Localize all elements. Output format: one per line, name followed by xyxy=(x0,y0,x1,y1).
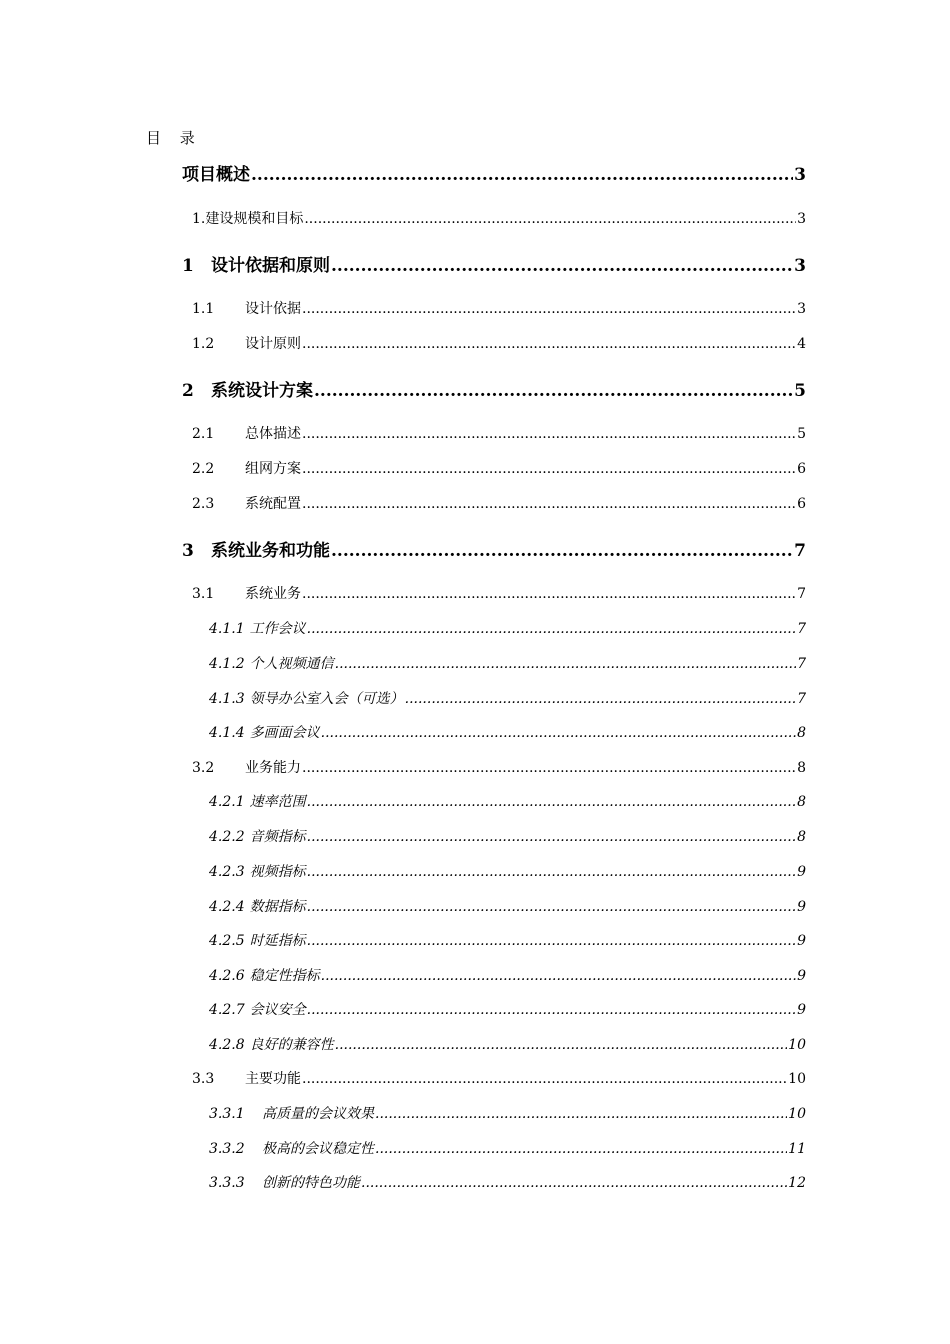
toc-entry-number: 3 xyxy=(182,541,194,561)
toc-entry-label: 高质量的会议效果 xyxy=(262,1106,374,1122)
toc-entry-page: 9 xyxy=(797,864,806,880)
toc-entry-page: 3 xyxy=(794,256,806,276)
toc-entry-label: 业务能力 xyxy=(245,760,301,776)
toc-entry-l3[interactable] xyxy=(209,861,806,881)
toc-entry-label: 系统业务和功能 xyxy=(211,541,330,561)
toc-entry-page: 7 xyxy=(797,621,806,637)
toc-entry-page: 7 xyxy=(797,691,806,707)
toc-entry-page: 7 xyxy=(794,541,806,561)
toc-entry-label: 稳定性指标 xyxy=(249,968,320,984)
toc-entry-l3[interactable] xyxy=(209,930,806,950)
toc-entry-page: 10 xyxy=(788,1037,806,1053)
toc-entry-label: 主要功能 xyxy=(245,1071,301,1087)
toc-entry-page: 8 xyxy=(797,829,806,845)
toc-entry-number: 4.2.8 xyxy=(209,1037,245,1053)
toc-entry-label: 领导办公室入会（可选） xyxy=(249,691,404,707)
toc-entry-label: 良好的兼容性 xyxy=(249,1037,334,1053)
toc-entry-number: 4.2.1 xyxy=(209,794,245,810)
toc-entry-number: 4.1.1 xyxy=(209,621,245,637)
toc-entry-page: 8 xyxy=(797,794,806,810)
toc-entry-label: 总体描述 xyxy=(245,426,301,442)
toc-entry-page: 9 xyxy=(797,968,806,984)
toc-entry-label: 设计依据 xyxy=(245,301,301,317)
toc-entry-l2[interactable] xyxy=(192,458,806,478)
toc-entry-l3[interactable] xyxy=(209,999,806,1019)
toc-entry-page: 12 xyxy=(788,1175,806,1191)
toc-entry-number: 2.2 xyxy=(192,461,215,477)
toc-entry-page: 9 xyxy=(797,933,806,949)
toc-entry-l2[interactable] xyxy=(192,493,806,513)
toc-entry-number: 3.3.1 xyxy=(209,1106,245,1122)
toc-entry-number: 2.1 xyxy=(192,426,215,442)
toc-entry-label: 系统设计方案 xyxy=(211,381,313,401)
toc-entry-number: 4.1.2 xyxy=(209,656,245,672)
toc-entry-number: 3.3 xyxy=(192,1071,215,1087)
toc-entry-number: 4.1.4 xyxy=(209,725,245,741)
toc-entry-l2[interactable] xyxy=(192,298,806,318)
toc-entry-l2[interactable] xyxy=(192,583,806,603)
toc-entry-l2[interactable] xyxy=(192,208,806,228)
toc-entry-label: 多画面会议 xyxy=(249,725,320,741)
toc-entry-number: 3.3.3 xyxy=(209,1175,245,1191)
toc-entry-page: 10 xyxy=(788,1071,806,1087)
toc-entry-number: 4.2.6 xyxy=(209,968,245,984)
toc-entry-l2[interactable] xyxy=(192,757,806,777)
toc-entry-page: 6 xyxy=(797,461,806,477)
toc-entry-number: 1 xyxy=(182,256,194,276)
toc-entry-number: 1.1 xyxy=(192,301,215,317)
toc-entry-label: 视频指标 xyxy=(249,864,306,880)
toc-entry-page: 11 xyxy=(788,1141,806,1157)
toc-entry-l3[interactable] xyxy=(209,618,806,638)
toc-entry-page: 7 xyxy=(797,656,806,672)
toc-entry-label: 系统业务 xyxy=(245,586,301,602)
toc-entry-number: 2.3 xyxy=(192,496,215,512)
toc-entry-number: 4.2.5 xyxy=(209,933,245,949)
toc-entry-number: 4.2.3 xyxy=(209,864,245,880)
toc-entry-page: 7 xyxy=(797,586,806,602)
toc-entry-page: 6 xyxy=(797,496,806,512)
toc-entry-l1[interactable] xyxy=(182,536,806,561)
toc-entry-number: 2 xyxy=(182,381,194,401)
toc-entry-label: 数据指标 xyxy=(249,899,306,915)
toc-entry-label: 会议安全 xyxy=(249,1002,306,1018)
toc-entry-page: 10 xyxy=(788,1106,806,1122)
toc-entry-page: 8 xyxy=(797,760,806,776)
toc-entry-l3[interactable] xyxy=(209,1172,806,1192)
toc-entry-number: 4.2.2 xyxy=(209,829,245,845)
toc-entry-l2[interactable] xyxy=(192,1068,806,1088)
toc-entry-label: 音频指标 xyxy=(249,829,306,845)
toc-entry-page: 3 xyxy=(797,301,806,317)
toc-entry-number: 3.3.2 xyxy=(209,1141,245,1157)
toc-entry-l3[interactable] xyxy=(209,826,806,846)
toc-entry-l3[interactable] xyxy=(209,1103,806,1123)
toc-title: 目 录 xyxy=(146,129,202,147)
toc-entry-label: 工作会议 xyxy=(249,621,306,637)
toc-entry-l3[interactable] xyxy=(209,965,806,985)
toc-entry-number: 3.1 xyxy=(192,586,215,602)
toc-entry-page: 3 xyxy=(797,211,806,227)
toc-entry-label: 时延指标 xyxy=(249,933,306,949)
toc-entry-label: 项目概述 xyxy=(182,165,250,185)
toc-entry-label: 极高的会议稳定性 xyxy=(262,1141,374,1157)
toc-entry-page: 9 xyxy=(797,1002,806,1018)
toc-entry-label: 创新的特色功能 xyxy=(262,1175,360,1191)
toc-entry-label: 个人视频通信 xyxy=(249,656,334,672)
toc-entry-label: 速率范围 xyxy=(249,794,306,810)
toc-entry-l1[interactable] xyxy=(182,160,806,185)
toc-entry-l2[interactable] xyxy=(192,333,806,353)
toc-entry-number: 1.2 xyxy=(192,336,215,352)
toc-entry-page: 3 xyxy=(794,165,806,185)
toc-entry-label: 1.建设规模和目标 xyxy=(192,211,304,227)
toc-entry-page: 5 xyxy=(794,381,806,401)
toc-entry-l3[interactable] xyxy=(209,688,806,708)
toc-entry-page: 9 xyxy=(797,899,806,915)
toc-entry-page: 8 xyxy=(797,725,806,741)
toc-entry-l2[interactable] xyxy=(192,423,806,443)
toc-entry-l3[interactable] xyxy=(209,1138,806,1158)
toc-entry-label: 组网方案 xyxy=(245,461,301,477)
toc-entry-l1[interactable] xyxy=(182,251,806,276)
toc-entry-l3[interactable] xyxy=(209,791,806,811)
toc-entry-label: 设计原则 xyxy=(245,336,301,352)
toc-entry-l1[interactable] xyxy=(182,376,806,401)
toc-entry-number: 4.2.7 xyxy=(209,1002,245,1018)
toc-entry-number: 3.2 xyxy=(192,760,215,776)
toc-entry-l3[interactable] xyxy=(209,1034,806,1054)
toc-entry-l3[interactable] xyxy=(209,653,806,673)
toc-entry-l3[interactable] xyxy=(209,722,806,742)
toc-entry-label: 设计依据和原则 xyxy=(211,256,330,276)
toc-entry-number: 4.1.3 xyxy=(209,691,245,707)
toc-entry-page: 4 xyxy=(797,336,806,352)
toc-entry-page: 5 xyxy=(797,426,806,442)
toc-entry-number: 4.2.4 xyxy=(209,899,245,915)
toc-entry-label: 系统配置 xyxy=(245,496,301,512)
toc-entry-l3[interactable] xyxy=(209,896,806,916)
